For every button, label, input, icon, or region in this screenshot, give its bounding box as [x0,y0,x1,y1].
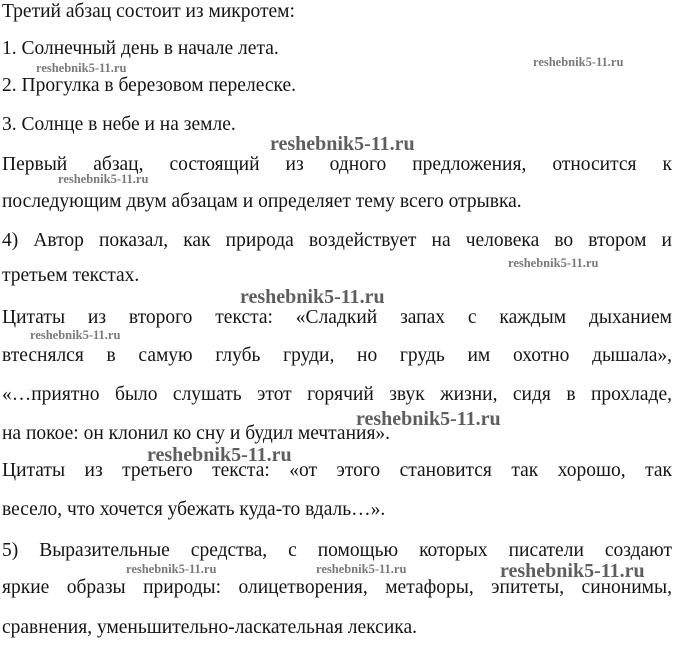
watermark: reshebnik5-11.ru [36,61,127,75]
text-line: третьем текстах. [2,265,140,286]
watermark: reshebnik5-11.ru [240,286,385,308]
watermark: reshebnik5-11.ru [356,408,501,430]
text-line: 1. Солнечный день в начале лета. [2,38,279,59]
watermark: reshebnik5-11.ru [270,133,415,155]
text-line: «…приятно было слушать этот горячий звук жизни, сидя в прохладе, [2,384,672,405]
watermark: reshebnik5-11.ru [533,55,624,69]
text-line: 3. Солнце в небе и на земле. [2,114,236,135]
text-line: сравнения, уменьшительно-ласкательная лексика. [2,617,417,638]
watermark: reshebnik5-11.ru [316,562,407,576]
watermark: reshebnik5-11.ru [126,562,217,576]
watermark: reshebnik5-11.ru [30,328,121,342]
watermark: reshebnik5-11.ru [500,560,645,582]
text-line: 2. Прогулка в березовом перелеске. [2,75,297,96]
text-line: яркие образы природы: олицетворения, метафоры, эпитеты, синонимы, [2,577,672,598]
text-line: последующим двум абзацам и определяет тему всего отрывка. [2,191,522,212]
text-line: весело, что хочется убежать куда-то вдаль…». [2,499,386,520]
watermark: reshebnik5-11.ru [147,444,292,466]
text-line: 4) Автор показал, как природа воздействует на человека во втором и [2,230,672,251]
text-line: Третий абзац состоит из микротем: [2,1,295,22]
text-line: Первый абзац, состоящий из одного предложения, относится к [2,154,672,175]
text-line: втеснялся в самую глубь груди, но грудь им охотно дышала», [2,345,672,366]
text-line: Цитаты из второго текста: «Сладкий запах с каждым дыханием [2,307,672,328]
watermark: reshebnik5-11.ru [508,256,599,270]
text-line: Цитаты из третьего текста: «от этого становится так хорошо, так [2,460,672,481]
watermark: reshebnik5-11.ru [58,172,149,186]
text-line: 5) Выразительные средства, с помощью которых писатели создают [2,540,672,561]
text-line: на покое: он клонил ко сну и будил мечтания». [2,423,391,444]
